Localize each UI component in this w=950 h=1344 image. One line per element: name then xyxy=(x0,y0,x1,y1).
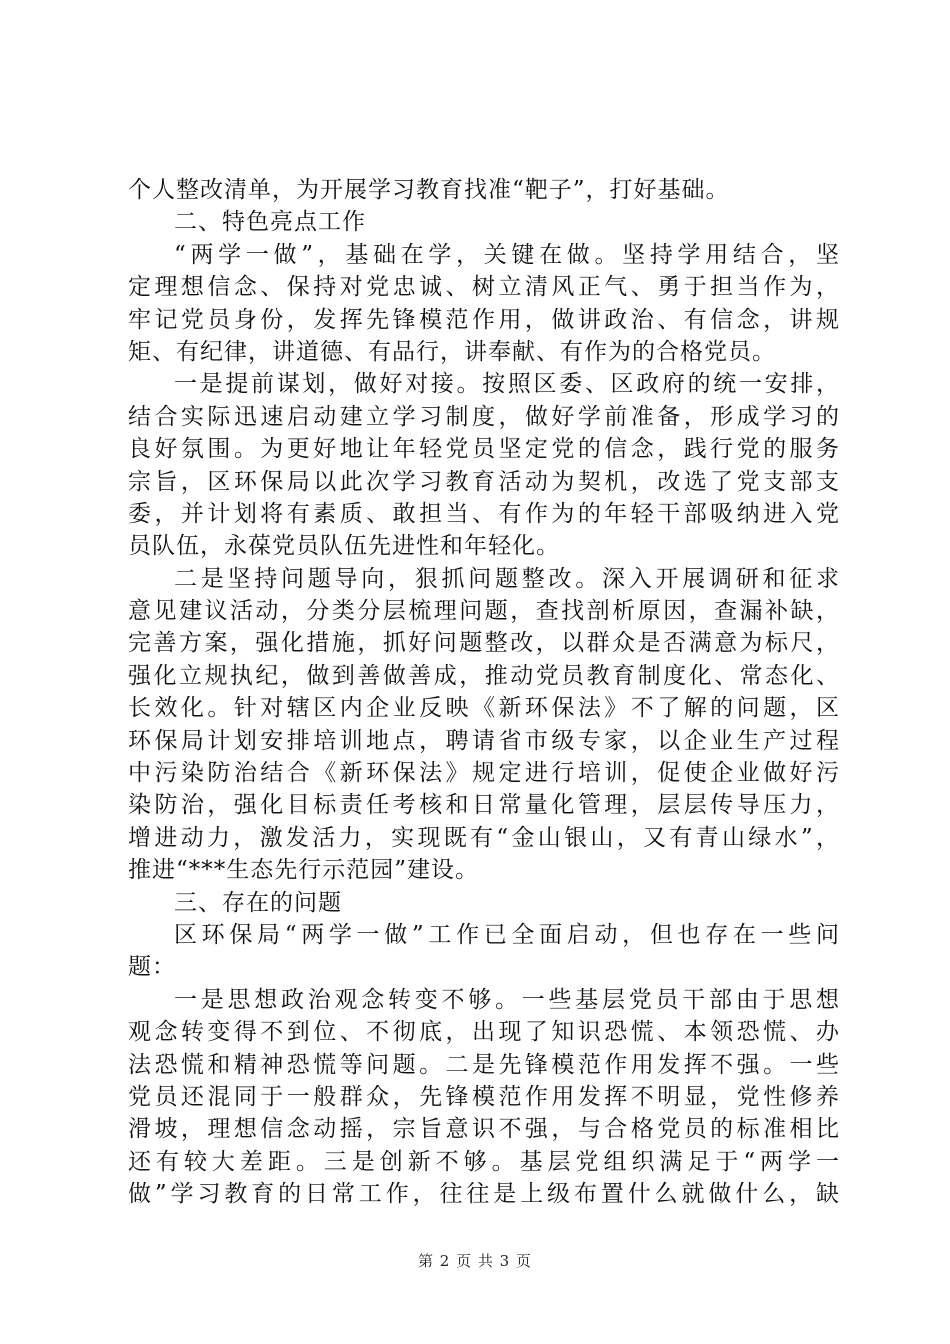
text-line: 二是坚持问题导向，狠抓问题整改。深入开展调研和征求 xyxy=(174,565,840,592)
text-line: 观念转变得不到位、不彻底，出现了知识恐慌、本领恐慌、办 xyxy=(128,1019,840,1046)
text-line: 一是提前谋划，做好对接。按照区委、区政府的统一安排， xyxy=(174,371,840,398)
document-body xyxy=(128,174,840,1211)
page-footer: 第 2 页 共 3 页 xyxy=(418,1252,532,1270)
text-line: 推进“***生态先行示范园”建设。 xyxy=(128,857,480,884)
text-line: 区环保局“两学一做”工作已全面启动，但也存在一些问 xyxy=(174,921,840,948)
text-line: 员队伍，永葆党员队伍先进性和年轻化。 xyxy=(128,533,560,560)
text-line: 完善方案，强化措施，抓好问题整改，以群众是否满意为标尺， xyxy=(128,630,840,657)
text-line: 定理想信念、保持对党忠诚、树立清风正气、勇于担当作为， xyxy=(128,274,840,301)
text-line: 还有较大差距。三是创新不够。基层党组织满足于“两学一 xyxy=(128,1148,840,1175)
text-line: 做”学习教育的日常工作，往往是上级布置什么就做什么，缺 xyxy=(128,1181,840,1208)
text-line: 宗旨，区环保局以此次学习教育活动为契机，改选了党支部支 xyxy=(128,468,840,495)
text-line: 二、特色亮点工作 xyxy=(174,209,366,236)
text-line: “两学一做”，基础在学，关键在做。坚持学用结合，坚 xyxy=(174,241,840,268)
text-line: 牢记党员身份，发挥先锋模范作用，做讲政治、有信念，讲规 xyxy=(128,306,840,333)
text-line: 强化立规执纪，做到善做善成，推动党员教育制度化、常态化、 xyxy=(128,662,840,689)
text-line: 个人整改清单，为开展学习教育找准“靶子”，打好基础。 xyxy=(128,177,730,203)
text-line: 滑坡，理想信念动摇，宗旨意识不强，与合格党员的标准相比 xyxy=(128,1116,840,1143)
text-line: 题： xyxy=(128,954,176,981)
text-line: 法恐慌和精神恐慌等问题。二是先锋模范作用发挥不强。一些 xyxy=(128,1051,840,1078)
text-line: 三、存在的问题 xyxy=(174,889,342,916)
text-line: 委，并计划将有素质、敢担当、有作为的年轻干部吸纳进入党 xyxy=(128,500,840,527)
text-line: 一是思想政治观念转变不够。一些基层党员干部由于思想 xyxy=(174,986,840,1013)
text-line: 增进动力，激发活力，实现既有“金山银山，又有青山绿水”， xyxy=(128,824,840,851)
text-line: 结合实际迅速启动建立学习制度，做好学前准备，形成学习的 xyxy=(128,403,840,430)
text-line: 良好氛围。为更好地让年轻党员坚定党的信念，践行党的服务 xyxy=(128,436,840,463)
text-line: 意见建议活动，分类分层梳理问题，查找剖析原因，查漏补缺， xyxy=(128,598,840,625)
text-line: 中污染防治结合《新环保法》规定进行培训，促使企业做好污 xyxy=(128,760,840,787)
text-line: 党员还混同于一般群众，先锋模范作用发挥不明显，党性修养 xyxy=(128,1083,840,1110)
text-line: 环保局计划安排培训地点，聘请省市级专家，以企业生产过程 xyxy=(128,727,840,754)
text-line: 染防治，强化目标责任考核和日常量化管理，层层传导压力， xyxy=(128,792,840,819)
text-line: 长效化。针对辖区内企业反映《新环保法》不了解的问题，区 xyxy=(128,695,840,722)
text-line: 矩、有纪律，讲道德、有品行，讲奉献、有作为的合格党员。 xyxy=(128,338,776,365)
